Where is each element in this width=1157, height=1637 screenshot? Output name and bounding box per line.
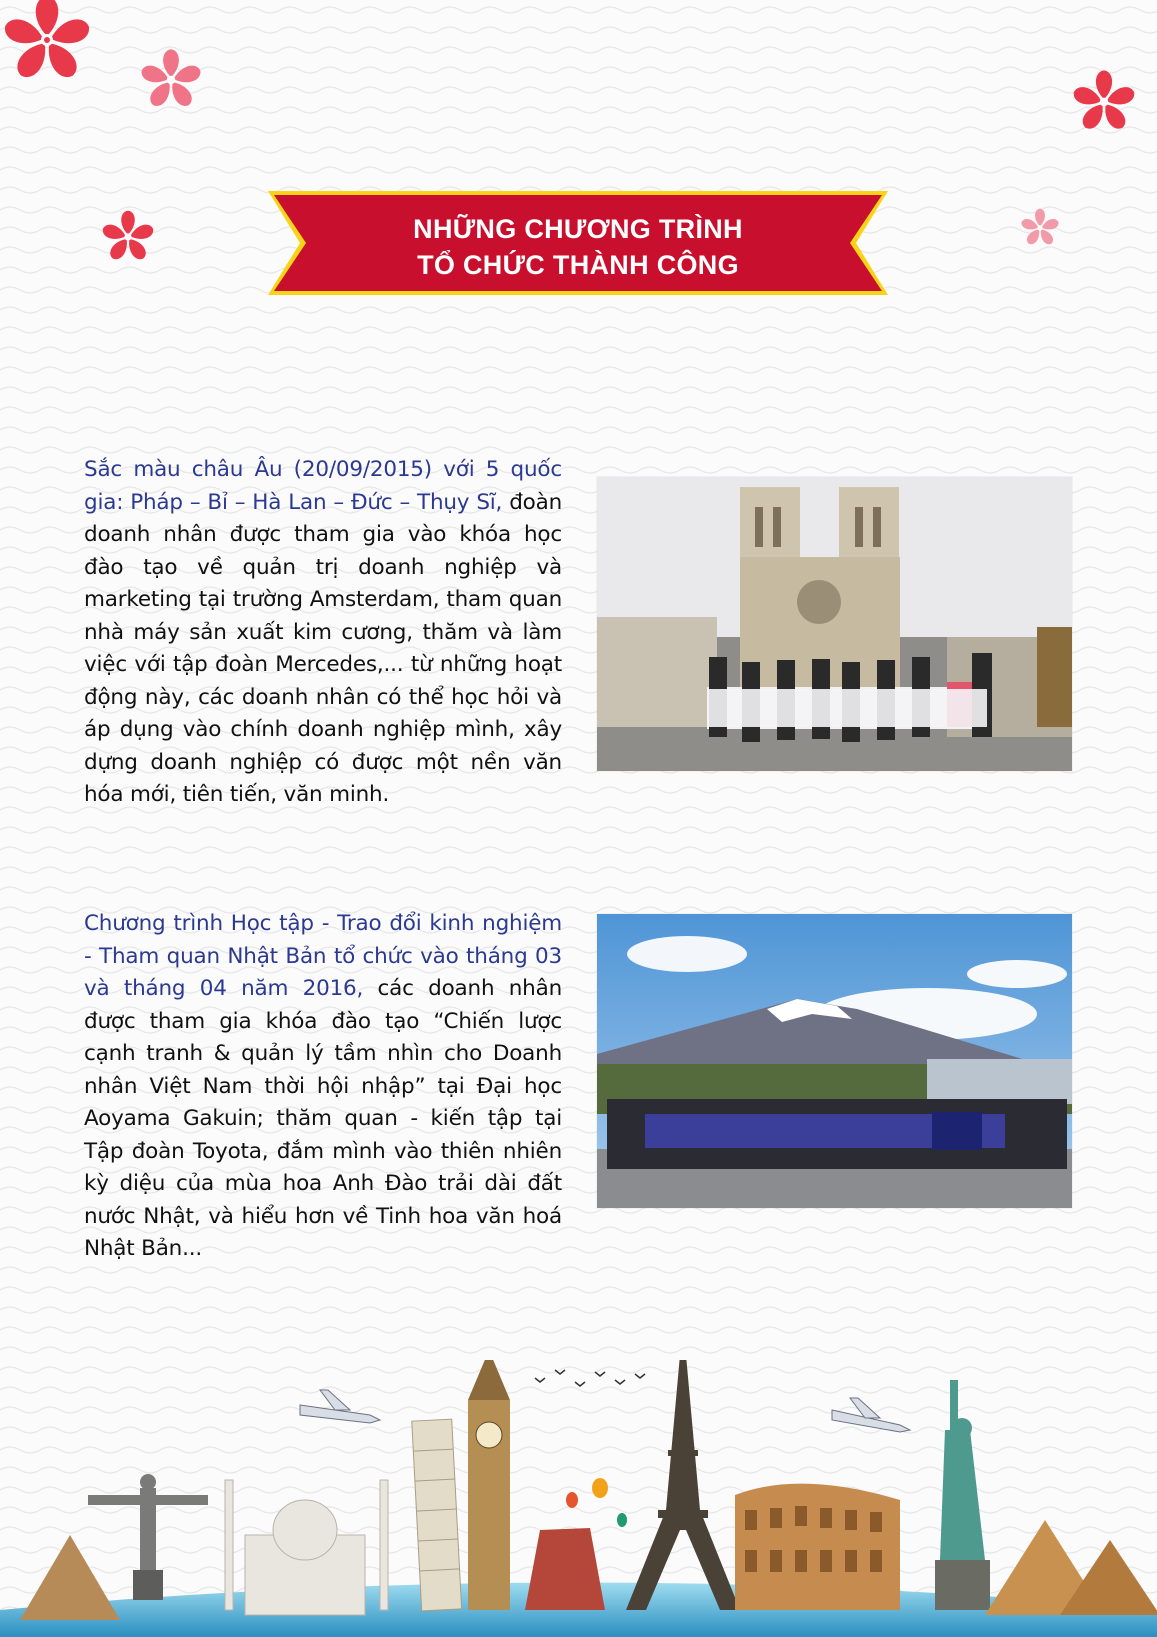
big-ben-icon — [468, 1360, 510, 1610]
program-photo — [597, 477, 1072, 771]
statue-of-liberty-icon — [935, 1380, 990, 1610]
title-banner — [268, 191, 888, 295]
hot-air-balloon-icon — [566, 1478, 627, 1527]
leaning-tower-pisa-icon — [412, 1419, 462, 1611]
banner-title-line: NHỮNG CHƯƠNG TRÌNH — [413, 214, 743, 244]
birds-icon — [535, 1370, 645, 1386]
program-body: các doanh nhân được tham gia khóa đào tạo “Chiến lược cạnh tranh & quản lý tầm nhìn cho Doanh nhân Việt Nam thời hội nhập” tại Đại học Aoyama Gakuin; thăm quan - kiến tập tại Tập đoàn Toyota, đắm mình vào thiên nhiên kỳ diệu của mùa hoa Anh Đào trải dài đất nước Nhật, và hiểu hơn về Tinh hoa văn hoá Nhật Bản... — [84, 976, 562, 1261]
pyramid-icon — [20, 1535, 120, 1620]
mount-fuji-group-photo — [597, 914, 1072, 1208]
colosseum-icon — [735, 1484, 900, 1610]
airplane-icon — [832, 1398, 910, 1432]
airplane-icon — [300, 1390, 380, 1423]
notre-dame-group-photo — [597, 477, 1072, 771]
landmarks-skyline — [0, 1360, 1157, 1637]
program-section — [84, 908, 562, 1266]
cherry-blossom-icon — [136, 45, 206, 115]
banner-title-line: TỔ CHỨC THÀNH CÔNG — [417, 250, 739, 280]
program-section — [84, 454, 562, 812]
cherry-blossom-icon — [98, 207, 158, 267]
eiffel-tower-icon — [626, 1360, 740, 1610]
taj-mahal-icon — [225, 1480, 388, 1615]
program-body: đoàn doanh nhân được tham gia vào khóa học đào tạo về quản trị doanh nghiệp và marketing tại trường Amsterdam, tham quan nhà máy sản xuất kim cương, thăm và làm việc với tập đoàn Mercedes,... từ những hoạt động này, các doanh nhân có thể học hỏi và áp dụng vào chính doanh nghiệp mình, xây dựng doanh nghiệp có được một nền văn hóa mới, tiên tiến, văn minh. — [84, 489, 562, 807]
cherry-blossom-icon — [1068, 66, 1140, 138]
cherry-blossom-icon — [0, 0, 102, 90]
program-lead: Sắc màu châu Âu (20/09/2015) với 5 quốc gia: Pháp – Bỉ – Hà Lan – Đức – Thụy Sĩ, — [84, 457, 562, 515]
cherry-blossom-icon — [1018, 206, 1062, 250]
program-lead: Chương trình Học tập - Trao đổi kinh nghiệm - Tham quan Nhật Bản tổ chức vào tháng 03 và tháng 04 năm 2016, — [84, 911, 562, 1001]
banner-title — [268, 211, 888, 283]
christ-redeemer-statue-icon — [88, 1474, 208, 1600]
program-photo — [597, 914, 1072, 1208]
